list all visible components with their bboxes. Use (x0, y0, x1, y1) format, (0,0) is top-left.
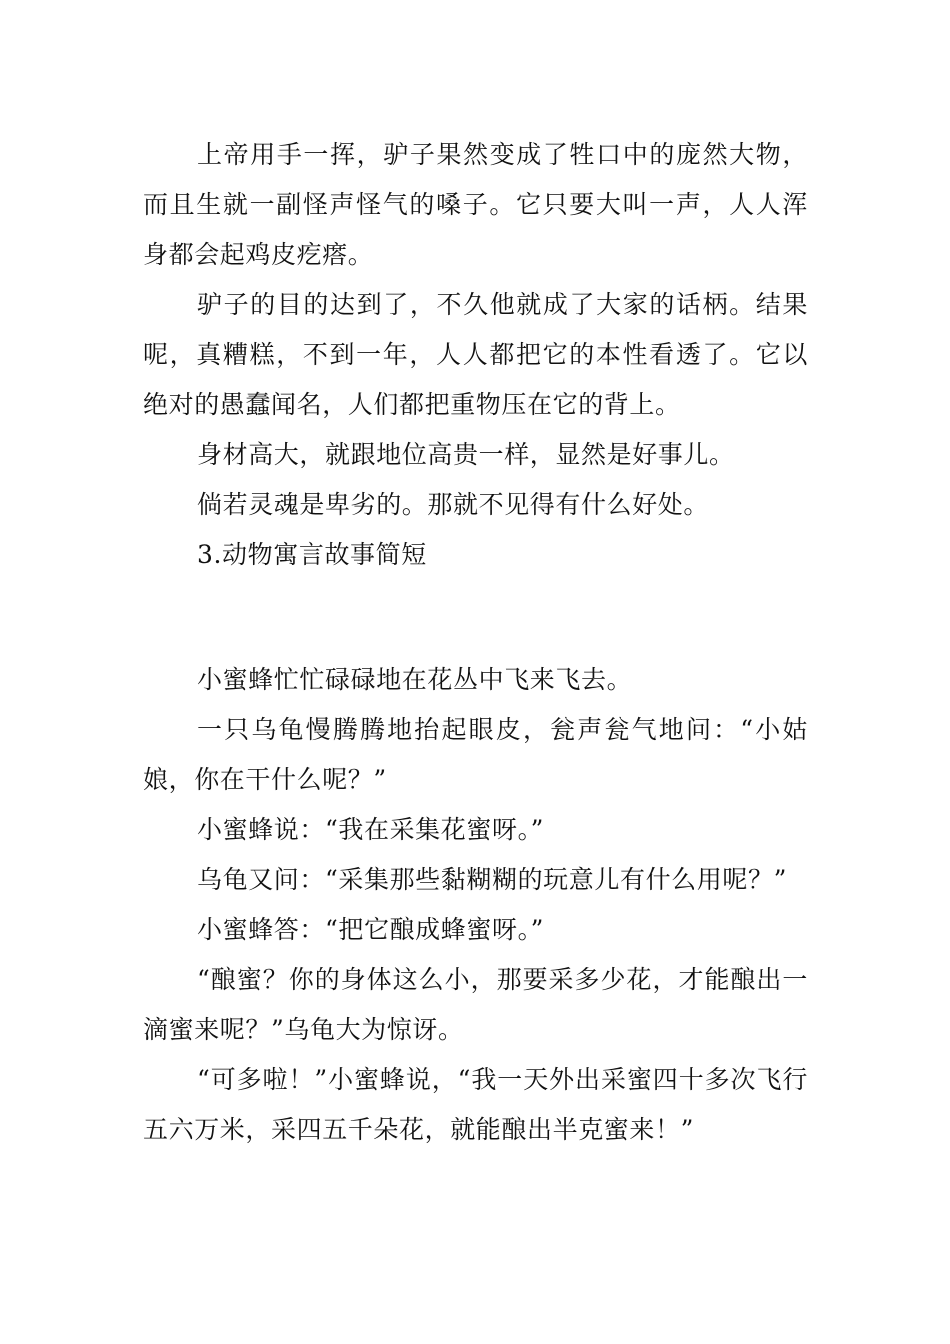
document-body (143, 130, 808, 1155)
paragraph-moral-soul: 倘若灵魂是卑劣的。那就不见得有什么好处。 (197, 490, 710, 519)
paragraph-donkey-transformed: 上帝用手一挥，驴子果然变成了牲口中的庞然大物，而且生就一副怪声怪气的嗓子。它只要大叫一声，人人浑身都会起鸡皮疙瘩。 (143, 140, 808, 269)
paragraph-turtle-surprised: “酿蜜？你的身体这么小，那要采多少花，才能酿出一滴蜜来呢？”乌龟大为惊讶。 (143, 965, 808, 1044)
section-heading: 3.动物寓言故事简短 (197, 540, 427, 569)
paragraph-bee-explains: “可多啦！”小蜜蜂说，“我一天外出采蜜四十多次飞行五六万米，采四五千朵花，就能酿出半克蜜来！” (143, 1065, 808, 1144)
paragraph-bee-says: 小蜜蜂说：“我在采集花蜜呀。” (197, 815, 545, 844)
section-spacer (143, 580, 808, 655)
paragraph-moral-tall: 身材高大，就跟地位高贵一样，显然是好事儿。 (197, 440, 735, 469)
paragraph-turtle-asks: 一只乌龟慢腾腾地抬起眼皮，瓮声瓮气地问：“小姑娘，你在干什么呢？” (143, 715, 808, 794)
paragraph-turtle-asks-again: 乌龟又问：“采集那些黏糊糊的玩意儿有什么用呢？” (197, 865, 787, 894)
paragraph-bee-answers: 小蜜蜂答：“把它酿成蜂蜜呀。” (197, 915, 545, 944)
paragraph-bee-busy: 小蜜蜂忙忙碌碌地在花丛中飞来飞去。 (197, 665, 633, 694)
paragraph-donkey-fame: 驴子的目的达到了，不久他就成了大家的话柄。结果呢，真糟糕，不到一年，人人都把它的本性看透了。它以绝对的愚蠢闻名，人们都把重物压在它的背上。 (143, 290, 808, 419)
